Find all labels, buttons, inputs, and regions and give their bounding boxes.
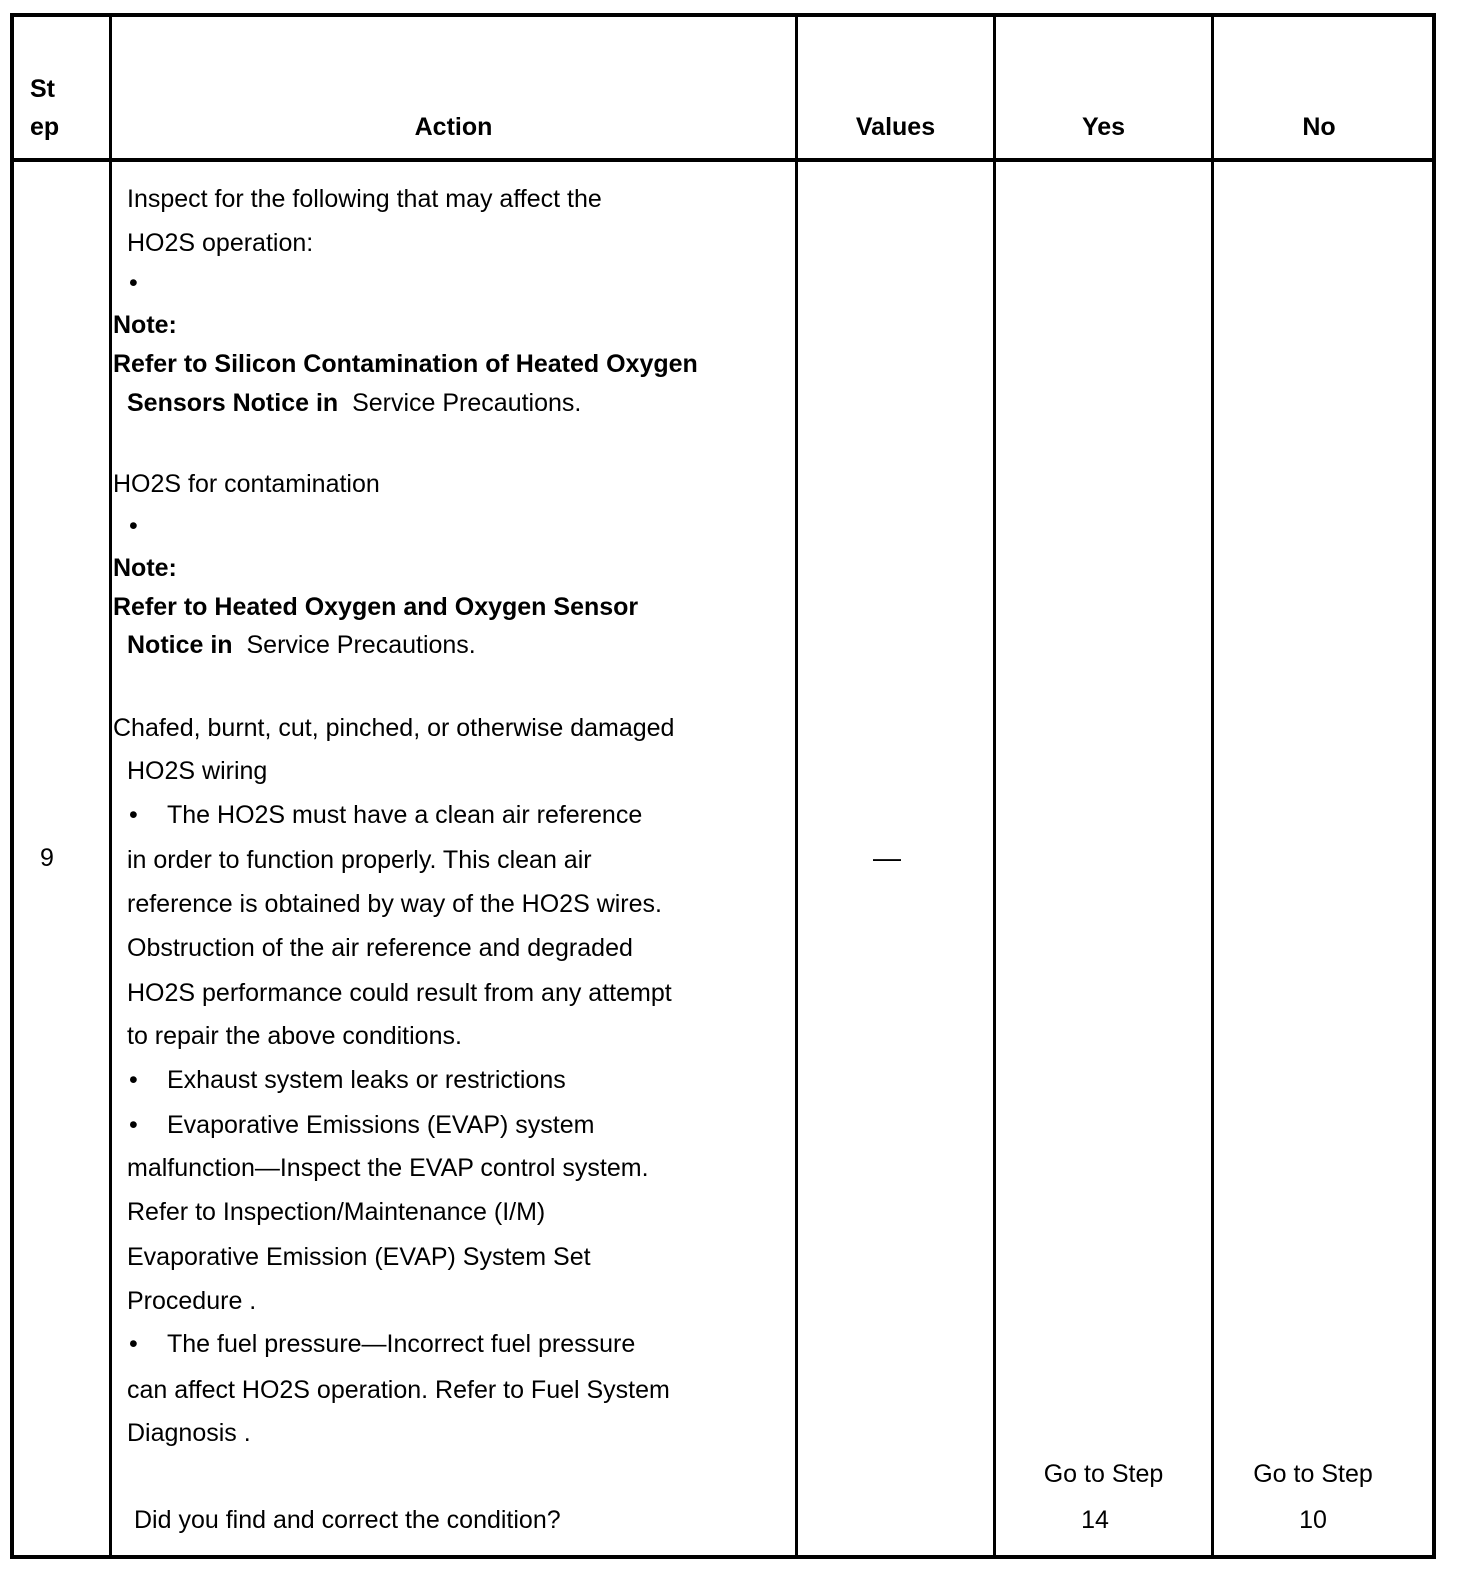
header-values: Values — [855, 113, 936, 141]
item-exhaust: Exhaust system leaks or restrictions — [167, 1066, 566, 1094]
note-2-label: Note: — [113, 554, 177, 582]
evap-line1: Evaporative Emissions (EVAP) system — [167, 1111, 595, 1139]
header-step-line1: St — [30, 75, 55, 103]
evap-line2: malfunction—Inspect the EVAP control system. — [127, 1154, 649, 1182]
fuel-line1: The fuel pressure—Incorrect fuel pressure — [167, 1330, 636, 1358]
no-goto-line1[interactable]: Go to Step — [1253, 1460, 1373, 1488]
air-reference-line5: HO2S performance could result from any attempt — [127, 979, 672, 1007]
column-divider-values — [993, 13, 996, 1559]
fuel-line2: can affect HO2S operation. Refer to Fuel System — [127, 1376, 670, 1404]
bullet-3: • — [129, 801, 138, 829]
bullet-1: • — [129, 269, 138, 297]
column-divider-yes — [1211, 13, 1214, 1559]
air-reference-line1: The HO2S must have a clean air reference — [167, 801, 643, 829]
note-1-label: Note: — [113, 311, 177, 339]
step-number: 9 — [40, 844, 54, 872]
note-1-line2-bold: Sensors Notice in — [127, 389, 339, 417]
action-intro-line1: Inspect for the following that may affect the — [127, 185, 602, 213]
evap-line3-link[interactable]: Refer to Inspection/Maintenance (I/M) — [127, 1198, 546, 1226]
note-1-line2 — [127, 388, 581, 418]
bullet-4: • — [129, 1066, 138, 1094]
evap-line5-link[interactable]: Procedure . — [127, 1287, 257, 1315]
note-1-service-precautions-link[interactable]: Service Precautions. — [352, 389, 582, 417]
action-intro-line2: HO2S operation: — [127, 229, 314, 257]
note-2-line2-bold: Notice in — [127, 631, 233, 659]
note-2-line1: Refer to Heated Oxygen and Oxygen Sensor — [113, 593, 639, 621]
bullet-5: • — [129, 1111, 138, 1139]
question: Did you find and correct the condition? — [134, 1506, 561, 1534]
evap-line4-link[interactable]: Evaporative Emission (EVAP) System Set — [127, 1243, 591, 1271]
values-cell: — — [873, 842, 901, 873]
yes-goto-line1[interactable]: Go to Step — [1043, 1460, 1164, 1488]
note-2-line2 — [127, 630, 476, 660]
air-reference-line3: reference is obtained by way of the HO2S wires. — [127, 890, 662, 918]
column-divider-action — [795, 13, 798, 1559]
header-action: Action — [414, 113, 493, 141]
header-divider — [10, 158, 1436, 162]
item-damaged-wiring-line1: Chafed, burnt, cut, pinched, or otherwise damaged — [113, 714, 675, 742]
air-reference-line2: in order to function properly. This clean air — [127, 846, 592, 874]
air-reference-line4: Obstruction of the air reference and degraded — [127, 934, 633, 962]
bullet-6: • — [129, 1330, 138, 1358]
header-yes: Yes — [1081, 113, 1126, 141]
item-ho2s-contamination: HO2S for contamination — [113, 470, 380, 498]
header-no: No — [1302, 113, 1336, 141]
no-goto-step[interactable]: 10 — [1299, 1506, 1327, 1534]
air-reference-line6: to repair the above conditions. — [127, 1022, 462, 1050]
fuel-line3-link[interactable]: Diagnosis . — [127, 1419, 251, 1447]
note-1-line1: Refer to Silicon Contamination of Heated Oxygen — [113, 350, 698, 378]
note-2-service-precautions-link[interactable]: Service Precautions. — [246, 631, 476, 659]
item-damaged-wiring-line2: HO2S wiring — [127, 757, 268, 785]
column-divider-step — [109, 13, 112, 1559]
yes-goto-step[interactable]: 14 — [1081, 1506, 1109, 1534]
header-step-line2: ep — [30, 113, 60, 141]
bullet-2: • — [129, 512, 138, 540]
